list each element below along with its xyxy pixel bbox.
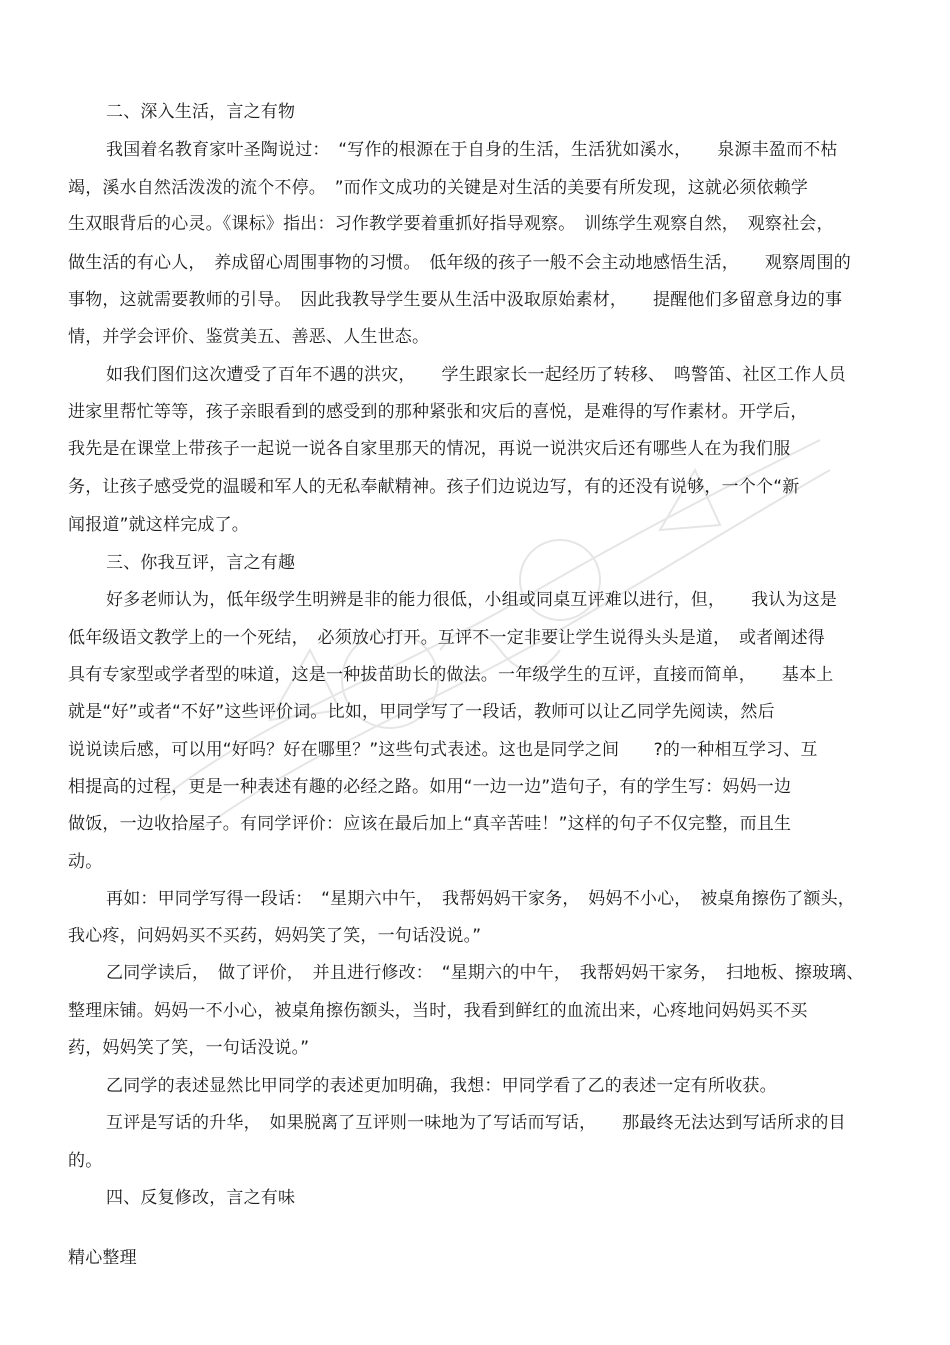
doc-line: 我国着名教育家叶圣陶说过： “写作的根源在于自身的生活，生活犹如溪水， 泉源丰盈而不枯 [106, 140, 838, 160]
doc-line: 的。 [68, 1151, 103, 1171]
doc-line: 药，妈妈笑了笑，一句话没说。” [68, 1038, 310, 1058]
doc-line: 事物，这就需要教师的引导。 因此我教导学生要从生活中汲取原始素材， 提醒他们多留意身边的事 [68, 290, 843, 310]
doc-line: 做生活的有心人， 养成留心周围事物的习惯。 低年级的孩子一般不会主动地感悟生活， 观察周围的 [68, 253, 851, 273]
doc-line: 说说读后感，可以用“好吗？好在哪里？”这些句式表述。这也是同学之间 ?的一种相互学习、互 [68, 740, 818, 760]
doc-line: 我心疼，问妈妈买不买药，妈妈笑了笑，一句话没说。” [68, 926, 482, 946]
doc-line: 情，并学会评价、鉴赏美五、善恶、人生世态。 [68, 327, 430, 347]
doc-line: 整理床铺。妈妈一不小心，被桌角擦伤额头，当时，我看到鲜红的血流出来，心疼地问妈妈买不买 [68, 1001, 808, 1021]
footer-text: 精心整理 [68, 1248, 137, 1268]
doc-line: 相提高的过程，更是一种表述有趣的必经之路。如用“一边一边”造句子，有的学生写：妈妈一边 [68, 777, 792, 797]
doc-line: 再如：甲同学写得一段话： “星期六中午， 我帮妈妈干家务， 妈妈不小心， 被桌角擦伤了额头， [106, 889, 856, 909]
doc-line: 我先是在课堂上带孩子一起说一说各自家里那天的情况，再说一说洪灾后还有哪些人在为我们服 [68, 439, 791, 459]
doc-line: 乙同学的表述显然比甲同学的表述更加明确，我想：甲同学看了乙的表述一定有所收获。 [106, 1076, 777, 1096]
doc-line: 互评是写话的升华， 如果脱离了互评则一味地为了写话而写话， 那最终无法达到写话所求的目 [106, 1113, 846, 1133]
doc-line: 竭，溪水自然活泼泼的流个不停。 ”而作文成功的关键是对生活的美要有所发现，这就必须依赖学 [68, 178, 809, 198]
doc-line: 生双眼背后的心灵。《课标》指出：习作教学要着重抓好指导观察。 训练学生观察自然， 观察社会， [68, 214, 834, 234]
doc-line: 乙同学读后， 做了评价， 并且进行修改： “星期六的中午， 我帮妈妈干家务， 扫地板、擦玻璃、 [106, 963, 864, 983]
doc-line: 动。 [68, 852, 103, 872]
doc-line: 二、深入生活，言之有物 [106, 102, 296, 122]
doc-line: 低年级语文教学上的一个死结， 必须放心打开。互评不一定非要让学生说得头头是道， 或者阐述得 [68, 628, 825, 648]
doc-line: 如我们图们这次遭受了百年不遇的洪灾， 学生跟家长一起经历了转移、 鸣警笛、社区工作人员 [106, 365, 846, 385]
doc-line: 三、你我互评，言之有趣 [106, 553, 296, 573]
doc-line: 四、反复修改，言之有味 [106, 1188, 296, 1208]
doc-line: 做饭，一边收拾屋子。有同学评价：应该在最后加上“真辛苦哇！”这样的句子不仅完整，而且生 [68, 814, 792, 834]
doc-line: 进家里帮忙等等，孩子亲眼看到的感受到的那种紧张和灾后的喜悦，是难得的写作素材。开学后， [68, 402, 808, 422]
doc-line: 务，让孩子感受党的温暖和军人的无私奉献精神。孩子们边说边写，有的还没有说够，一个个“新 [68, 477, 800, 497]
doc-line: 好多老师认为，低年级学生明辨是非的能力很低，小组或同桌互评难以进行，但， 我认为这是 [106, 590, 838, 610]
doc-line: 闻报道”就这样完成了。 [68, 515, 250, 535]
doc-line: 具有专家型或学者型的味道，这是一种拔苗助长的做法。一年级学生的互评，直接而简单， 基本上 [68, 665, 834, 685]
doc-line: 就是“好”或者“不好”这些评价词。比如，甲同学写了一段话，教师可以让乙同学先阅读，然后 [68, 702, 775, 722]
